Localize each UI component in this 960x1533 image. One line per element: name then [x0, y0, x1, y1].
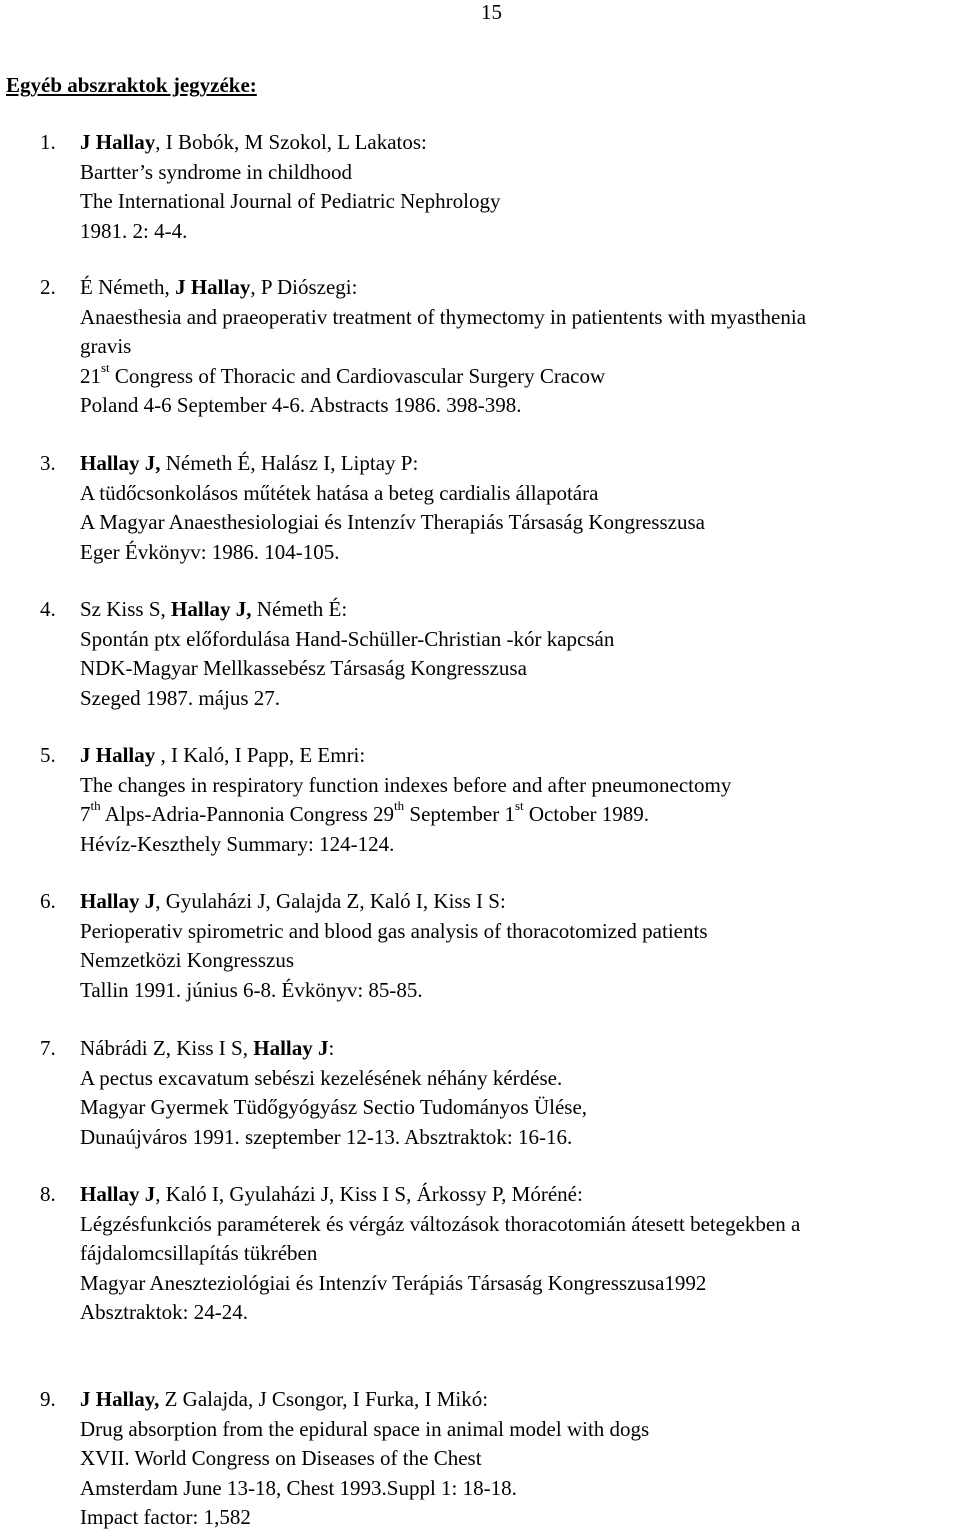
entry-authors — [80, 741, 960, 771]
author-highlight: Hallay J, — [80, 451, 161, 475]
entry-body — [80, 1180, 960, 1328]
entry-line: Absztraktok: 24-24. — [80, 1300, 248, 1324]
entry-line: Amsterdam June 13-18, Chest 1993.Suppl 1: 18-18. — [80, 1475, 517, 1500]
ordinal-suffix: th — [90, 798, 101, 813]
congress-name: Congress of Thoracic and Cardiovascular Surgery Cracow — [109, 363, 606, 388]
entry-body — [80, 128, 960, 246]
entry-line: Dunaújváros 1991. szeptember 12-13. Absztraktok: 16-16. — [80, 1124, 573, 1149]
entry-body — [80, 887, 960, 1005]
entry-line: A tüdőcsonkolásos műtétek hatása a beteg cardialis állapotára — [80, 480, 599, 505]
entry-line: Légzésfunkciós paraméterek és vérgáz változások thoracotomián átesett betegekben a — [80, 1211, 801, 1236]
entry-body — [80, 449, 960, 567]
entry-number: 3. — [40, 451, 56, 475]
entry-number: 6. — [40, 889, 56, 913]
entry-authors — [80, 1034, 960, 1064]
entry-line: A Magyar Anaesthesiologiai és Intenzív Therapiás Társaság Kongresszusa — [80, 510, 705, 534]
date-text: September 1 — [404, 802, 515, 826]
entry-authors — [80, 273, 960, 303]
entry-number: 2. — [40, 275, 56, 299]
entry-body — [80, 1385, 960, 1533]
author-text: Sz Kiss S, — [80, 597, 172, 621]
entry-line: XVII. World Congress on Diseases of the Chest — [80, 1446, 482, 1470]
abstract-list-heading: Egyéb abszraktok jegyzéke: — [6, 73, 257, 97]
entry-line: Szeged 1987. május 27. — [80, 685, 281, 710]
date-text: October 1989. — [523, 802, 650, 826]
entry-authors — [80, 1385, 960, 1415]
author-text: , P Diószegi: — [250, 275, 358, 299]
author-highlight: J Hallay — [80, 130, 156, 154]
entry-line-congress — [80, 359, 960, 392]
entry-line: Magyar Gyermek Tüdőgyógyász Sectio Tudományos Ülése, — [80, 1095, 588, 1119]
author-text: Németh É: — [251, 597, 348, 621]
entry-number: 4. — [40, 597, 56, 621]
author-text: , Gyulaházi J, Galajda Z, Kaló I, Kiss I S: — [155, 889, 506, 913]
author-text: É Németh, — [80, 275, 176, 299]
entry-line: Perioperativ spirometric and blood gas analysis of thoracotomized patients — [80, 918, 708, 943]
entry-line: NDK-Magyar Mellkassebész Társaság Kongresszusa — [80, 656, 527, 680]
entry-line: The International Journal of Pediatric Nephrology — [80, 189, 501, 213]
congress-name: Alps-Adria-Pannonia Congress 29 — [100, 802, 395, 826]
entry-number: 9. — [40, 1387, 56, 1411]
entry-line: Tallin 1991. június 6-8. Évkönyv: 85-85. — [80, 977, 423, 1002]
entry-line: fájdalomcsillapítás tükrében — [80, 1241, 318, 1265]
entry-line: Nemzetközi Kongresszus — [80, 948, 295, 972]
ordinal-suffix: st — [101, 359, 110, 375]
author-highlight: Hallay J, — [171, 597, 252, 621]
entry-line: Hévíz-Keszthely Summary: 124-124. — [80, 831, 395, 856]
entry-line: Anaesthesia and praeoperativ treatment of thymectomy in patientents with myasthenia — [80, 304, 807, 329]
author-text: Németh É, Halász I, Liptay P: — [160, 451, 419, 475]
author-text: Z Galajda, J Csongor, I Furka, I Mikó: — [159, 1387, 489, 1411]
entry-number: 5. — [40, 743, 56, 767]
entry-body — [80, 1034, 960, 1152]
entry-line: gravis — [80, 334, 132, 358]
ordinal-number: 21 — [80, 363, 101, 388]
entry-line: Poland 4-6 September 4-6. Abstracts 1986. 398-398. — [80, 393, 522, 417]
entry-line: Bartter’s syndrome in childhood — [80, 159, 352, 184]
ordinal-number: 7 — [80, 802, 91, 826]
entry-line: 1981. 2: 4-4. — [80, 218, 188, 243]
entry-line: The changes in respiratory function indexes before and after pneumonectomy — [80, 772, 732, 797]
author-text: Nábrádi Z, Kiss I S, — [80, 1036, 254, 1060]
entry-authors — [80, 449, 960, 479]
entry-number: 7. — [40, 1036, 56, 1060]
entry-line: A pectus excavatum sebészi kezelésének néhány kérdése. — [80, 1065, 563, 1090]
entry-authors — [80, 128, 960, 158]
author-highlight: Hallay J — [253, 1036, 329, 1060]
ordinal-suffix: st — [514, 798, 524, 813]
entry-authors — [80, 1180, 960, 1210]
entry-line-congress — [80, 800, 960, 830]
author-highlight: Hallay J — [80, 1182, 156, 1206]
ordinal-suffix: th — [394, 798, 405, 813]
entry-body — [80, 273, 960, 421]
entry-line: Impact factor: 1,582 — [80, 1505, 251, 1529]
entry-line: Drug absorption from the epidural space in animal model with dogs — [80, 1416, 650, 1441]
author-text: , I Kaló, I Papp, E Emri: — [155, 743, 366, 767]
author-highlight: J Hallay — [80, 743, 156, 767]
entry-line: Spontán ptx előfordulása Hand-Schüller-Christian -kór kapcsán — [80, 626, 615, 651]
entry-authors — [80, 887, 960, 917]
entry-line: Eger Évkönyv: 1986. 104-105. — [80, 539, 340, 564]
entry-number: 1. — [40, 130, 56, 154]
entry-line: Magyar Aneszteziológiai és Intenzív Terápiás Társaság Kongresszusa1992 — [80, 1270, 707, 1295]
author-highlight: J Hallay, — [80, 1387, 160, 1411]
author-highlight: J Hallay — [175, 275, 251, 299]
entry-body — [80, 595, 960, 713]
author-text: : — [328, 1036, 335, 1060]
author-text: , Kaló I, Gyulaházi J, Kiss I S, Árkossy P, Móréné: — [155, 1182, 583, 1206]
page-number: 15 — [481, 0, 502, 24]
author-text: , I Bobók, M Szokol, L Lakatos: — [155, 130, 427, 154]
entry-number: 8. — [40, 1182, 56, 1206]
entry-authors — [80, 595, 960, 625]
author-highlight: Hallay J — [80, 889, 156, 913]
entry-body — [80, 741, 960, 859]
